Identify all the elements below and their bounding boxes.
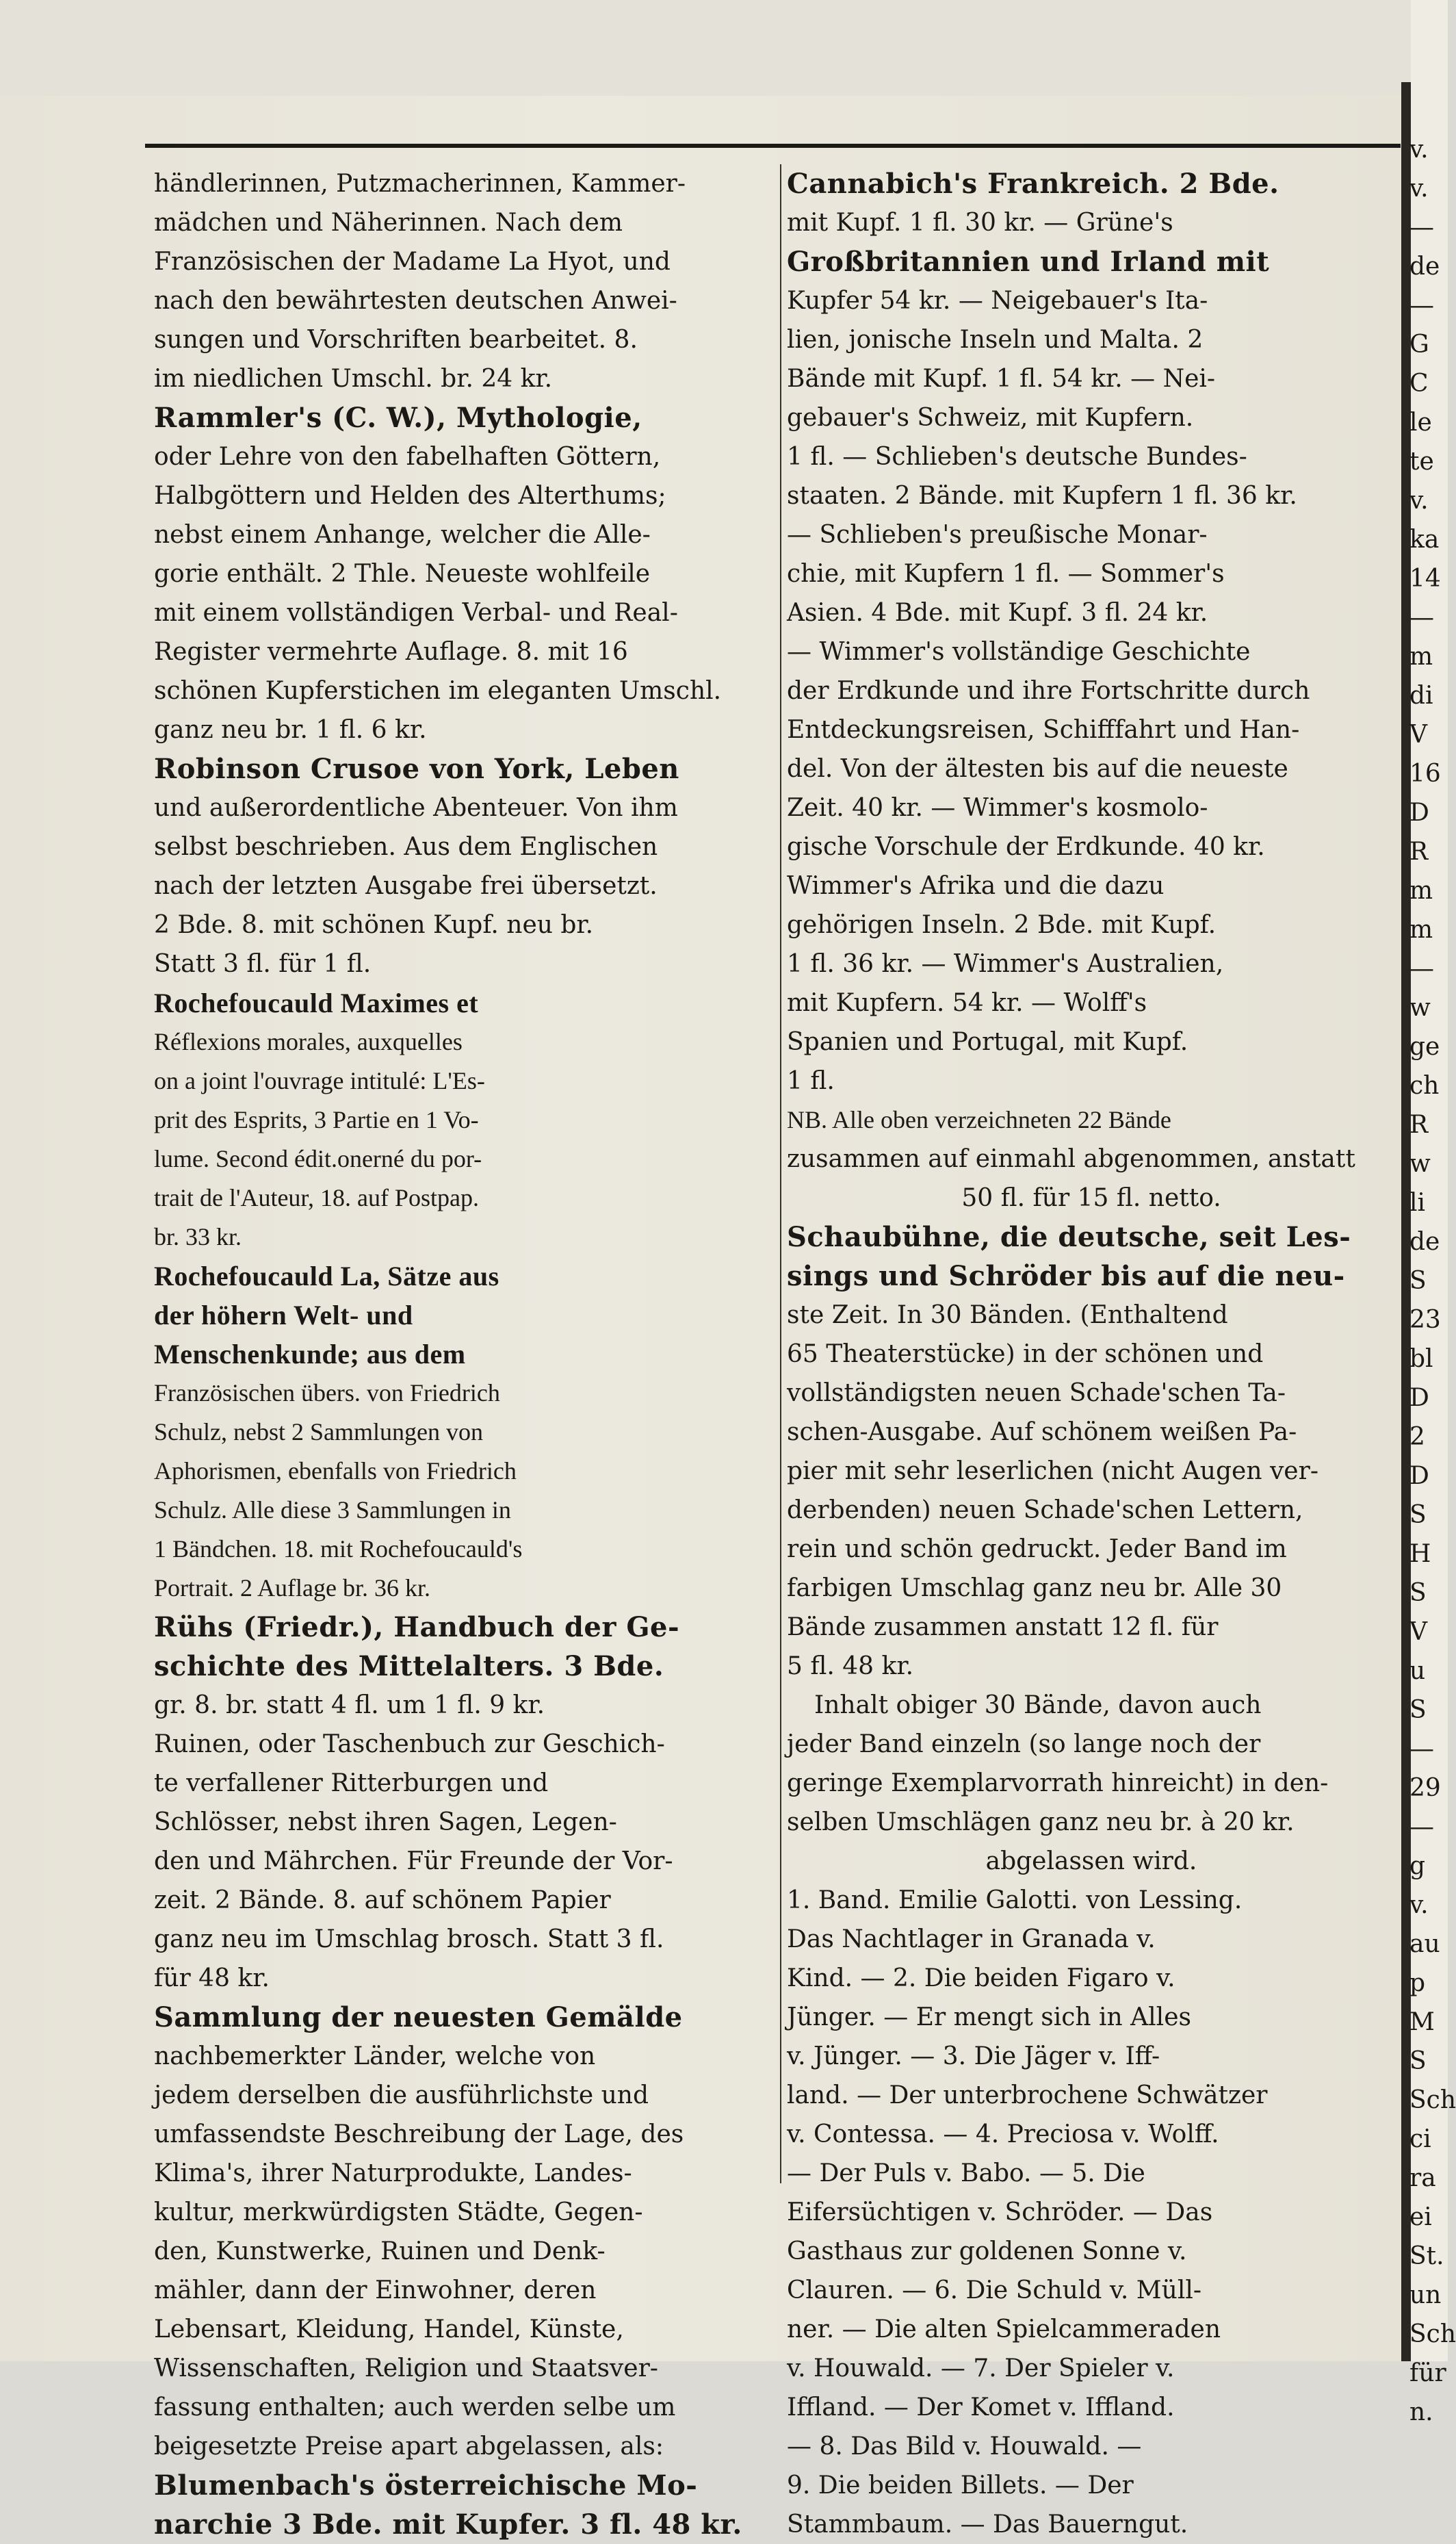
edge-fragment: 23 — [1409, 1306, 1441, 1334]
edge-fragment: v. — [1409, 136, 1429, 164]
text-line: Schlösser, nebst ihren Sagen, Legen- — [154, 1808, 617, 1836]
edge-fragment: di — [1409, 682, 1433, 710]
edge-fragment: 14 — [1409, 565, 1441, 593]
text-line: mit Kupf. 1 fl. 30 kr. — Grüne's — [787, 209, 1173, 237]
text-line: ner. — Die alten Spielcammeraden — [787, 2315, 1221, 2343]
text-line: Entdeckungsreisen, Schifffahrt und Han- — [787, 716, 1300, 744]
text-line: Schulz, nebst 2 Sammlungen von — [154, 1418, 483, 1446]
text-line: jedem derselben die ausführlichste und — [154, 2081, 649, 2109]
edge-fragment: g — [1409, 1852, 1426, 1880]
edge-fragment: m — [1409, 916, 1433, 944]
edge-fragment: S — [1409, 1501, 1427, 1529]
text-line: te verfallener Ritterburgen und — [154, 1769, 549, 1797]
edge-fragment: R — [1409, 838, 1429, 866]
text-line: nach der letzten Ausgabe frei übersetzt. — [154, 872, 658, 900]
text-line: chie, mit Kupfern 1 fl. — Sommer's — [787, 560, 1225, 588]
text-line: gehörigen Inseln. 2 Bde. mit Kupf. — [787, 911, 1217, 939]
text-line: Ruinen, oder Taschenbuch zur Geschich- — [154, 1730, 665, 1758]
text-line: 2 Bde. 8. mit schönen Kupf. neu br. — [154, 911, 594, 939]
edge-fragment: G — [1409, 331, 1429, 359]
text-line: NB. Alle oben verzeichneten 22 Bände — [787, 1106, 1171, 1133]
edge-fragment: ra — [1409, 2164, 1436, 2192]
text-line: umfassendste Beschreibung der Lage, des — [154, 2120, 684, 2148]
text-line: mädchen und Näherinnen. Nach dem — [154, 209, 623, 237]
edge-fragment: — — [1409, 214, 1434, 242]
text-line: farbigen Umschlag ganz neu br. Alle 30 — [787, 1574, 1282, 1602]
edge-fragment: 2 — [1409, 1423, 1425, 1451]
edge-fragment: de — [1409, 253, 1440, 281]
text-line: ganz neu im Umschlag brosch. Statt 3 fl. — [154, 1925, 664, 1953]
text-line: Statt 3 fl. für 1 fl. — [154, 950, 372, 978]
entry-heading: Rammler's (C. W.), Mythologie, — [154, 402, 642, 434]
text-line: 9. Die beiden Billets. — Der — [787, 2471, 1134, 2500]
edge-fragment: u — [1409, 1657, 1426, 1685]
edge-fragment: de — [1409, 1228, 1440, 1256]
text-line: 1 fl. — [787, 1067, 835, 1095]
edge-fragment: — — [1409, 1813, 1434, 1841]
text-line: beigesetzte Preise apart abgelassen, als: — [154, 2432, 664, 2461]
text-line: für 48 kr. — [154, 1964, 270, 1992]
text-line: kultur, merkwürdigsten Städte, Gegen- — [154, 2198, 643, 2226]
text-line: händlerinnen, Putzmacherinnen, Kammer- — [154, 170, 686, 198]
text-line: Eifersüchtigen v. Schröder. — Das — [787, 2198, 1213, 2226]
edge-fragment: te — [1409, 448, 1434, 476]
text-line: Iffland. — Der Komet v. Iffland. — [787, 2393, 1175, 2421]
text-line: derbenden) neuen Schade'schen Lettern, — [787, 1496, 1303, 1524]
edge-fragment: M — [1409, 2008, 1435, 2036]
text-line: selbst beschrieben. Aus dem Englischen — [154, 833, 658, 861]
text-line: Stammbaum. — Das Bauerngut. — [787, 2510, 1188, 2539]
entry-heading: Sammlung der neuesten Gemälde — [154, 2001, 683, 2033]
text-line: — Schlieben's preußische Monar- — [787, 521, 1208, 549]
edge-fragment: ei — [1409, 2203, 1432, 2231]
text-line: Inhalt obiger 30 Bände, davon auch — [814, 1691, 1262, 1719]
top-rule — [145, 144, 1401, 148]
entry-heading: Robinson Crusoe von York, Leben — [154, 753, 679, 785]
edge-fragment: — — [1409, 604, 1434, 632]
text-line: nach den bewährtesten deutschen Anwei- — [154, 287, 677, 315]
text-line: Kupfer 54 kr. — Neigebauer's Ita- — [787, 287, 1208, 315]
edge-fragment: H — [1409, 1540, 1431, 1568]
entry-heading: schichte des Mittelalters. 3 Bde. — [154, 1650, 664, 1682]
text-line: Register vermehrte Auflage. 8. mit 16 — [154, 638, 628, 666]
text-line: den, Kunstwerke, Ruinen und Denk- — [154, 2237, 606, 2265]
entry-heading: Großbritannien und Irland mit — [787, 246, 1270, 278]
text-line: Jünger. — Er mengt sich in Alles — [787, 2003, 1191, 2031]
entry-heading: Rochefoucauld Maximes et — [154, 988, 479, 1018]
text-line: selben Umschlägen ganz neu br. à 20 kr. — [787, 1808, 1295, 1836]
edge-fragment: V — [1409, 1618, 1427, 1646]
text-line: Spanien und Portugal, mit Kupf. — [787, 1028, 1188, 1056]
text-line: oder Lehre von den fabelhaften Göttern, — [154, 443, 661, 471]
text-line: 1 fl. — Schlieben's deutsche Bundes- — [787, 443, 1247, 471]
entry-heading: Rochefoucauld La, Sätze aus — [154, 1261, 499, 1292]
text-line: Zeit. 40 kr. — Wimmer's kosmolo- — [787, 794, 1208, 822]
text-line: vollständigsten neuen Schade'schen Ta- — [787, 1379, 1286, 1407]
text-line: 1 Bändchen. 18. mit Rochefoucauld's — [154, 1535, 523, 1563]
text-line: lume. Second édit.onerné du por- — [154, 1145, 482, 1172]
text-line: v. Contessa. — 4. Preciosa v. Wolff. — [787, 2120, 1219, 2148]
text-line: zusammen auf einmahl abgenommen, anstatt — [787, 1145, 1355, 1173]
text-line: gische Vorschule der Erdkunde. 40 kr. — [787, 833, 1265, 861]
text-line: Asien. 4 Bde. mit Kupf. 3 fl. 24 kr. — [787, 599, 1208, 627]
text-line: Halbgöttern und Helden des Alterthums; — [154, 482, 666, 510]
text-line: — Der Puls v. Babo. — 5. Die — [787, 2159, 1145, 2187]
text-line: prit des Esprits, 3 Partie en 1 Vo- — [154, 1106, 479, 1133]
text-line: Portrait. 2 Auflage br. 36 kr. — [154, 1574, 430, 1602]
text-line: v. Houwald. — 7. Der Spieler v. — [787, 2354, 1175, 2382]
edge-fragment: St. — [1409, 2242, 1444, 2270]
edge-fragment: S — [1409, 2047, 1427, 2075]
text-line: der Erdkunde und ihre Fortschritte durch — [787, 677, 1310, 705]
edge-fragment: ge — [1409, 1033, 1440, 1061]
text-line: geringe Exemplarvorrath hinreicht) in den- — [787, 1769, 1329, 1797]
edge-fragment: au — [1409, 1930, 1440, 1958]
entry-heading: sings und Schröder bis auf die neu- — [787, 1260, 1345, 1292]
text-line: 65 Theaterstücke) in der schönen und — [787, 1340, 1264, 1368]
text-line: schen-Ausgabe. Auf schönem weißen Pa- — [787, 1418, 1297, 1446]
text-line: den und Mährchen. Für Freunde der Vor- — [154, 1847, 673, 1875]
text-line: Lebensart, Kleidung, Handel, Künste, — [154, 2315, 624, 2343]
top-margin — [0, 0, 1448, 96]
text-line: fassung enthalten; auch werden selbe um — [154, 2393, 676, 2421]
text-line: Aphorismen, ebenfalls von Friedrich — [154, 1457, 517, 1485]
text-line: Wissenschaften, Religion und Staatsver- — [154, 2354, 658, 2382]
text-line: nebst einem Anhange, welcher die Alle- — [154, 521, 651, 549]
text-line: lien, jonische Inseln und Malta. 2 — [787, 326, 1204, 354]
edge-fragment: D — [1409, 799, 1429, 827]
text-line: rein und schön gedruckt. Jeder Band im — [787, 1535, 1287, 1563]
edge-fragment: m — [1409, 877, 1433, 905]
text-line: staaten. 2 Bände. mit Kupfern 1 fl. 36 kr. — [787, 482, 1297, 510]
edge-fragment: li — [1409, 1189, 1426, 1217]
text-line: pier mit sehr leserlichen (nicht Augen ver- — [787, 1457, 1318, 1485]
text-line: — 8. Das Bild v. Houwald. — — [787, 2432, 1142, 2461]
edge-fragment: — — [1409, 292, 1434, 320]
edge-fragment: D — [1409, 1384, 1429, 1412]
edge-fragment: m — [1409, 643, 1433, 671]
edge-fragment: V — [1409, 721, 1427, 749]
edge-fragment: C — [1409, 370, 1429, 398]
text-line: 1 fl. 36 kr. — Wimmer's Australien, — [787, 950, 1224, 978]
text-line: Französischen übers. von Friedrich — [154, 1379, 500, 1406]
text-line: Das Nachtlager in Granada v. — [787, 1925, 1156, 1953]
text-line: ganz neu br. 1 fl. 6 kr. — [154, 716, 427, 744]
text-line: sungen und Vorschriften bearbeitet. 8. — [154, 326, 638, 354]
text-line: Wimmer's Afrika und die dazu — [787, 872, 1165, 900]
edge-fragment: — — [1409, 1735, 1434, 1763]
edge-fragment: v. — [1409, 487, 1429, 515]
adjacent-page-fragments — [1409, 130, 1456, 2432]
text-line: schönen Kupferstichen im eleganten Umschl. — [154, 677, 722, 705]
edge-fragment: 29 — [1409, 1774, 1441, 1802]
text-line: Bände mit Kupf. 1 fl. 54 kr. — Nei- — [787, 365, 1216, 393]
edge-fragment: w — [1409, 1150, 1431, 1178]
edge-fragment: bl — [1409, 1345, 1433, 1373]
text-line: Clauren. — 6. Die Schuld v. Müll- — [787, 2276, 1202, 2304]
text-line: gr. 8. br. statt 4 fl. um 1 fl. 9 kr. — [154, 1691, 545, 1719]
edge-fragment: 16 — [1409, 760, 1441, 788]
edge-fragment: w — [1409, 994, 1431, 1022]
edge-fragment: für — [1409, 2359, 1446, 2387]
text-line: zeit. 2 Bände. 8. auf schönem Papier — [154, 1886, 611, 1914]
text-line: Gasthaus zur goldenen Sonne v. — [787, 2237, 1187, 2265]
text-line: mit einem vollständigen Verbal- und Real- — [154, 599, 678, 627]
text-line: br. 33 kr. — [154, 1223, 242, 1250]
right-column — [787, 164, 1396, 2544]
text-line: gebauer's Schweiz, mit Kupfern. — [787, 404, 1194, 432]
text-line: trait de l'Auteur, 18. auf Postpap. — [154, 1184, 479, 1211]
text-line: on a joint l'ouvrage intitulé: L'Es- — [154, 1067, 485, 1094]
edge-fragment: le — [1409, 409, 1432, 437]
edge-fragment: ci — [1409, 2125, 1431, 2153]
text-line: Kind. — 2. Die beiden Figaro v. — [787, 1964, 1175, 1992]
edge-fragment: v. — [1409, 175, 1429, 203]
edge-fragment: S — [1409, 1267, 1427, 1295]
entry-heading: Menschenkunde; aus dem — [154, 1339, 466, 1370]
text-line: ste Zeit. In 30 Bänden. (Enthaltend — [787, 1301, 1228, 1329]
edge-fragment: D — [1409, 1462, 1429, 1490]
text-line: mähler, dann der Einwohner, deren — [154, 2276, 597, 2304]
text-line: land. — Der unterbrochene Schwätzer — [787, 2081, 1268, 2109]
edge-fragment: p — [1409, 1969, 1426, 1997]
text-line: v. Jünger. — 3. Die Jäger v. Iff- — [787, 2042, 1160, 2070]
text-line: Französischen der Madame La Hyot, und — [154, 248, 671, 276]
edge-fragment: un — [1409, 2281, 1442, 2309]
edge-fragment: Sch — [1409, 2320, 1456, 2348]
entry-heading: Rühs (Friedr.), Handbuch der Ge- — [154, 1611, 680, 1643]
text-line: Réflexions morales, auxquelles — [154, 1028, 463, 1055]
text-line: jeder Band einzeln (so lange noch der — [787, 1730, 1261, 1758]
entry-heading: Schaubühne, die deutsche, seit Les- — [787, 1221, 1351, 1253]
edge-fragment: — — [1409, 955, 1434, 983]
edge-fragment: S — [1409, 1579, 1427, 1607]
text-line: — Wimmer's vollständige Geschichte — [787, 638, 1251, 666]
text-line: nachbemerkter Länder, welche von — [154, 2042, 596, 2070]
text-line: gorie enthält. 2 Thle. Neueste wohlfeile — [154, 560, 651, 588]
entry-heading: narchie 3 Bde. mit Kupfer. 3 fl. 48 kr. — [154, 2508, 742, 2541]
text-line: 50 fl. für 15 fl. netto. — [961, 1184, 1221, 1212]
edge-fragment: ch — [1409, 1072, 1440, 1100]
column-divider — [780, 164, 781, 2183]
text-line: Schulz. Alle diese 3 Sammlungen in — [154, 1496, 511, 1524]
edge-fragment: Sch — [1409, 2086, 1456, 2114]
entry-heading: Blumenbach's österreichische Mo- — [154, 2469, 698, 2502]
entry-heading: Cannabich's Frankreich. 2 Bde. — [787, 168, 1279, 200]
edge-fragment: S — [1409, 1696, 1427, 1724]
text-line: Klima's, ihrer Naturprodukte, Landes- — [154, 2159, 632, 2187]
text-line: Bände zusammen anstatt 12 fl. für — [787, 1613, 1219, 1641]
text-line: mit Kupfern. 54 kr. — Wolff's — [787, 989, 1147, 1017]
edge-fragment: ka — [1409, 526, 1440, 554]
text-line: del. Von der ältesten bis auf die neueste — [787, 755, 1288, 783]
edge-fragment: n. — [1409, 2398, 1433, 2426]
edge-fragment: v. — [1409, 1891, 1429, 1919]
entry-heading: der höhern Welt- und — [154, 1300, 413, 1331]
text-line: abgelassen wird. — [985, 1847, 1197, 1875]
edge-fragment: R — [1409, 1111, 1429, 1139]
text-line: im niedlichen Umschl. br. 24 kr. — [154, 365, 553, 393]
text-line: 5 fl. 48 kr. — [787, 1652, 914, 1680]
text-line: 1. Band. Emilie Galotti. von Lessing. — [787, 1886, 1243, 1914]
left-column — [154, 164, 777, 2544]
text-line: und außerordentliche Abenteuer. Von ihm — [154, 794, 678, 822]
